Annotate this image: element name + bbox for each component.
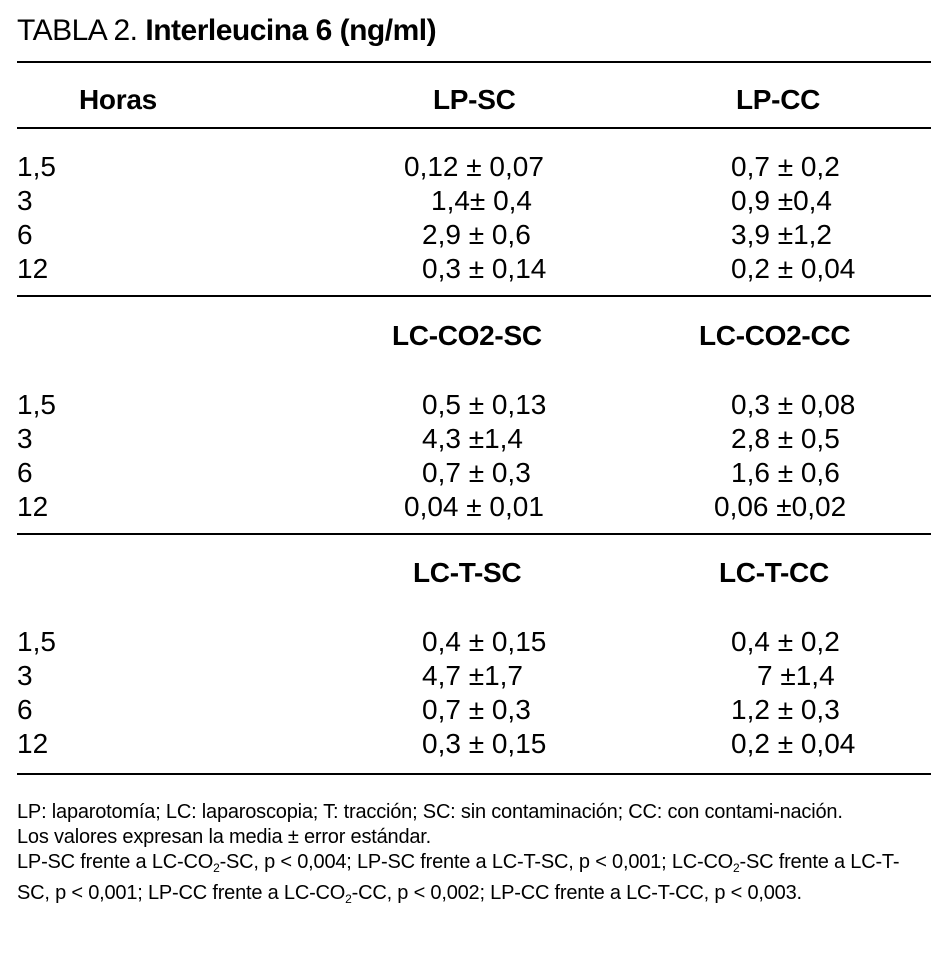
g1-row3-a: 2,9 ± 0,6 [422,219,531,250]
g1-row2-b: 0,9 ±0,4 [731,185,832,216]
g1-row4-b: 0,2 ± 0,04 [731,253,856,284]
group3-header-col1: LC-T-SC [413,557,522,588]
rule-top [17,61,931,63]
g3-row1-hours: 1,5 [17,626,56,657]
subscript-3: 2 [345,892,352,906]
g3-row1-b: 0,4 ± 0,2 [731,626,840,657]
title-prefix: TABLA 2. [17,14,146,47]
g2-row2-hours: 3 [17,423,33,454]
g1-row2-a: 1,4± 0,4 [431,185,532,216]
g2-row2-a: 4,3 ±1,4 [422,423,523,454]
header-hours: Horas [79,84,157,115]
rule-group1 [17,295,931,297]
table-footnotes [17,800,929,912]
g1-row2-hours: 3 [17,185,33,216]
g1-row1-b: 0,7 ± 0,2 [731,151,840,182]
footnote-comparisons [17,850,929,912]
g3-row1-a: 0,4 ± 0,15 [422,626,547,657]
footnote-abbreviations: LP: laparotomía; LC: laparoscopia; T: tracción; SC: sin contaminación; CC: con contami-nación. [17,801,843,823]
g1-row3-hours: 6 [17,219,33,250]
g2-row1-b: 0,3 ± 0,08 [731,389,856,420]
g3-row3-a: 0,7 ± 0,3 [422,694,531,725]
rule-group2 [17,533,931,535]
comparison-text-3: -SC frente a LC-T-SC, p < 0,001; LP-CC frente a LC-CO [17,851,900,904]
rule-header [17,127,931,129]
g2-row4-a: 0,04 ± 0,01 [404,491,544,522]
g3-row2-b: 7 ±1,4 [757,660,835,691]
g1-row1-a: 0,12 ± 0,07 [404,151,544,182]
g2-row3-a: 0,7 ± 0,3 [422,457,531,488]
g3-row2-a: 4,7 ±1,7 [422,660,523,691]
g3-row4-b: 0,2 ± 0,04 [731,728,856,759]
g3-row4-a: 0,3 ± 0,15 [422,728,547,759]
comparison-text-1: LP-SC frente a LC-CO [17,851,214,873]
g2-row2-b: 2,8 ± 0,5 [731,423,840,454]
group3-header-col2: LC-T-CC [719,557,829,588]
group2-header-col2: LC-CO2-CC [699,320,851,351]
g2-row4-b: 0,06 ±0,02 [714,491,847,522]
title-main: Interleucina 6 (ng/ml) [145,14,437,47]
g3-row3-hours: 6 [17,694,33,725]
g2-row1-hours: 1,5 [17,389,56,420]
g3-row2-hours: 3 [17,660,33,691]
g3-row3-b: 1,2 ± 0,3 [731,694,840,725]
group2-header-col1: LC-CO2-SC [392,320,542,351]
comparison-text-2: -SC, p < 0,004; LP-SC frente a LC-T-SC, p < 0,001; LC-CO [219,851,734,873]
footnote-values: Los valores expresan la media ± error estándar. [17,826,432,848]
comparison-text-4: -CC, p < 0,002; LP-CC frente a LC-T-CC, p < 0,003. [351,882,802,904]
rule-bottom [17,773,931,775]
header-col1: LP-SC [433,84,516,115]
g3-row4-hours: 12 [17,728,49,759]
g2-row3-hours: 6 [17,457,33,488]
g2-row1-a: 0,5 ± 0,13 [422,389,547,420]
subscript-1: 2 [213,861,220,875]
g2-row3-b: 1,6 ± 0,6 [731,457,840,488]
g2-row4-hours: 12 [17,491,49,522]
table-title [17,14,436,48]
g1-row4-a: 0,3 ± 0,14 [422,253,547,284]
subscript-2: 2 [733,861,740,875]
g1-row1-hours: 1,5 [17,151,56,182]
header-col2: LP-CC [736,84,821,115]
g1-row3-b: 3,9 ±1,2 [731,219,832,250]
g1-row4-hours: 12 [17,253,49,284]
